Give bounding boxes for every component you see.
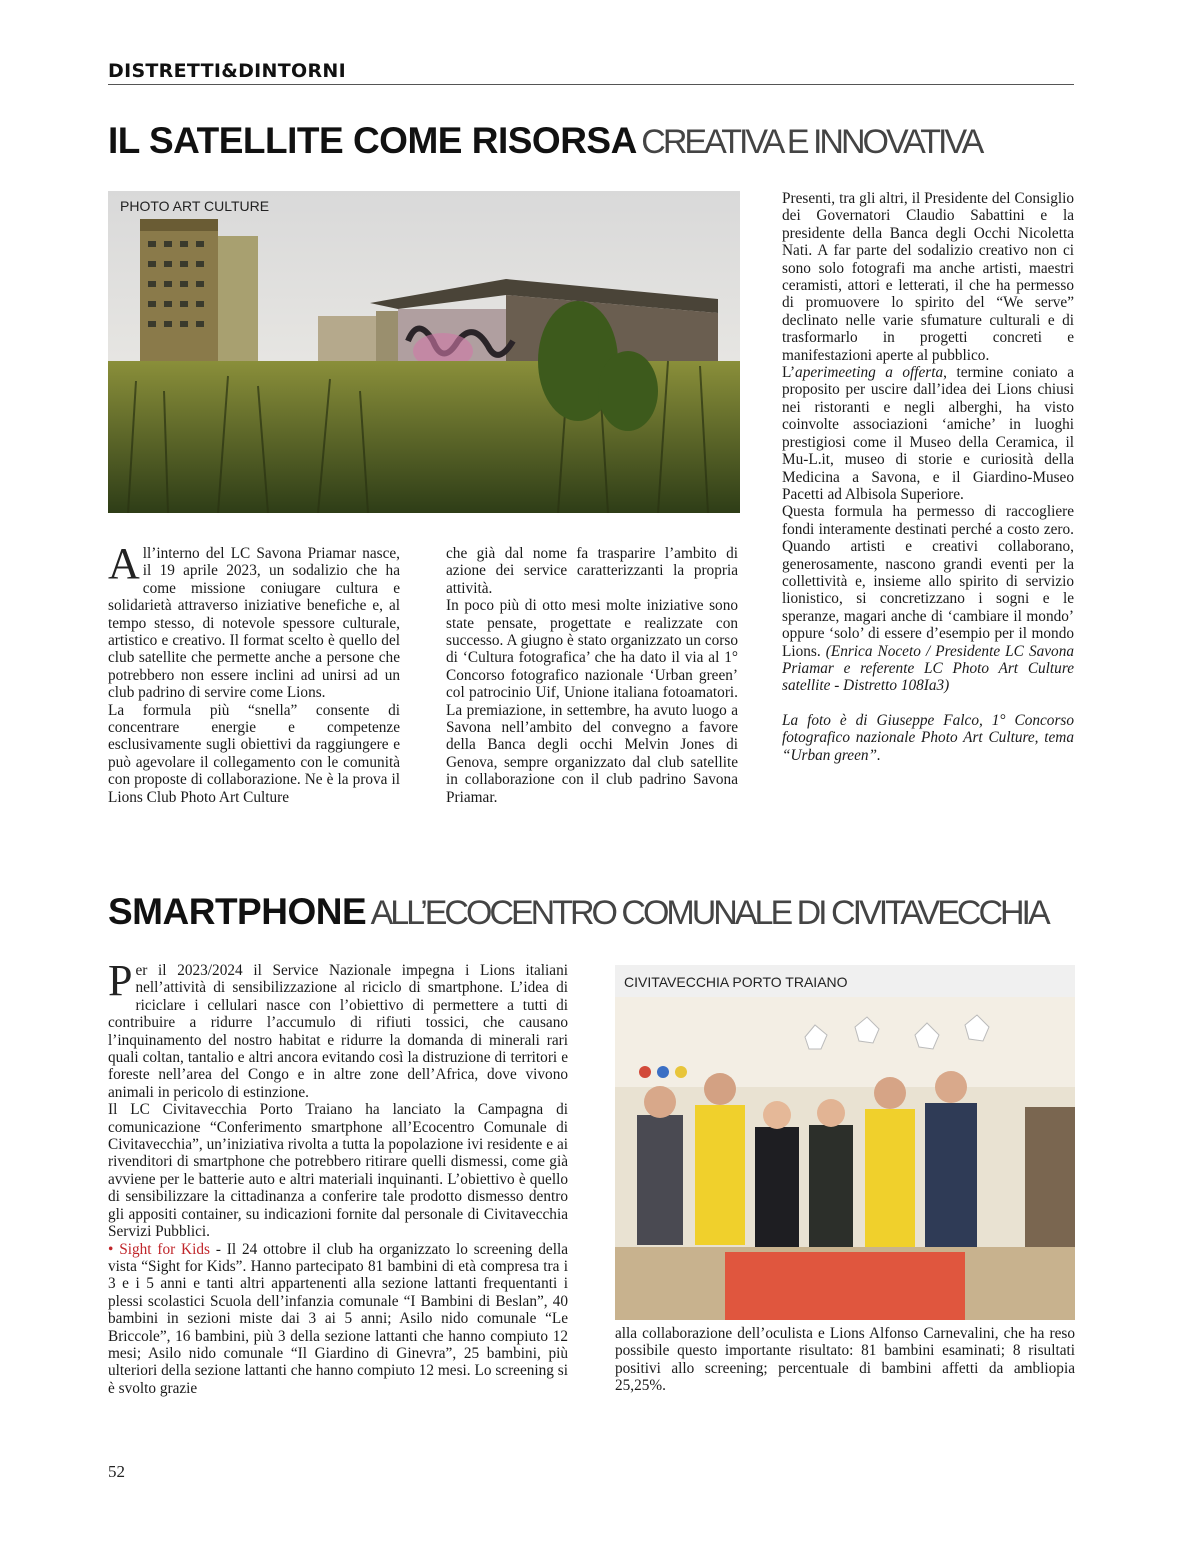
- article-2-photo-caption: CIVITAVECCHIA PORTO TRAIANO: [624, 974, 848, 990]
- section-label: DISTRETTI&DINTORNI: [108, 60, 346, 82]
- article-2-photo: [615, 965, 1075, 1320]
- article-1-photo-credit: La foto è di Giuseppe Falco, 1° Concorso fotografico nazionale Photo Art Culture, tema “Urban green”.: [782, 711, 1074, 764]
- article-2-dropcap: P: [108, 956, 133, 1005]
- article-2-paragraph-1: er il 2023/2024 il Service Nazionale impegna i Lions italiani nell’attività di sensibilizzazione al riciclo di smartphone. L’idea di riciclare i cellulari nasce con l’obiettivo di permettere a tutti di contribuire a ridurre l’accumulo di rifiuti tossici, che causano l’inquinamento del nostro habitat e ridurre la domanda di minerali rari quali coltan, tantalio e altri ancora evitando così la distruzione di territori e foreste nell’area del Congo e in altre zone dell’Africa, dove vivono animali in pericolo di estinzione.: [108, 962, 568, 1101]
- article-1-col2-paragraph-2: In poco più di otto mesi molte iniziative sono state pensate, progettate e realizzate con successo. A giugno è stato organizzato un corso di ‘Cultura fotografica’ che ha dato il via al 1° Concorso fotografico nazionale ‘Urban green’ col patrocinio Uif, Unione italiana fotoamatori. La premiazione, in settembre, ha avuto luogo a Savona nell’ambito del convegno a favore della Banca degli occhi Melvin Jones di Genova, sempre organizzato dal club satellite in collaborazione con il club padrino Savona Priamar.: [446, 597, 738, 806]
- article-2-title-bold: SMARTPHONE: [108, 891, 367, 932]
- article-1-title-bold: IL SATELLITE COME RISORSA: [108, 120, 637, 161]
- article-1-title-light: CREATIVA E INNOVATIVA: [641, 123, 982, 161]
- article-1-col2-paragraph-1: che già dal nome fa trasparire l’ambito di azione dei service caratterizzanti la propria attività.: [446, 545, 738, 597]
- article-1-col3-paragraph-2: L’aperimeeting a offerta, termine coniato a proposito per uscire dall’idea dei Lions chiusi nei ristoranti e negli alberghi, ha visto coinvolte associazioni ‘amiche’ in luoghi prestigiosi come il Museo della Ceramica, il Mu-L.it, museo di storie e curiosità della Medicina a Savona, e il Giardino-Museo Pacetti ad Albisola Superiore.: [782, 364, 1074, 503]
- graffiti-building-image: [108, 191, 740, 513]
- article-1-author-signature: (Enrica Noceto / Presidente LC Savona Priamar e referente LC Photo Art Culture satellite - Distretto 108Ia3): [782, 642, 1074, 695]
- sight-for-kids-label: • Sight for Kids: [108, 1240, 210, 1258]
- group-photo-image: [615, 997, 1075, 1320]
- article-1-headline: [108, 122, 981, 159]
- article-1-photo: [108, 191, 740, 513]
- article-2-headline: [108, 893, 1048, 930]
- article-1-column-1: [108, 539, 400, 806]
- article-2-paragraph-3: • Sight for Kids - Il 24 ottobre il club ha organizzato lo screening della vista “Sight for Kids”. Hanno partecipato 81 bambini di età compresa tra i 3 e i 5 anni e tanti altri appartenenti alla sezione lattanti frequentanti i plessi scolastici Scuola dell’infanzia comunale “I Bambini di Beslan”, 40 bambini in sezioni miste dai 3 ai 5 anni; Asilo nido comunale “Le Briccole”, 16 bambini, più 3 della sezione lattanti che hanno compiuto 12 mesi; Asilo nido comunale “Il Giardino di Ginevra”, 25 bambini, più ulteriori della sezione lattanti che hanno compiuto 12 mesi. Lo screening si è svolto grazie: [108, 1240, 568, 1397]
- article-2-right-paragraph: alla collaborazione dell’oculista e Lions Alfonso Carnevalini, che ha reso possibile questo importante risultato: 81 bambini esaminati; 8 risultati positivi allo screening; percentuale di bambini affetti da ambliopia 25,25%.: [615, 1325, 1075, 1395]
- article-1-dropcap: A: [108, 539, 140, 588]
- article-1-column-3: [782, 190, 1074, 764]
- article-2-paragraph-2: Il LC Civitavecchia Porto Traiano ha lanciato la Campagna di comunicazione “Conferimento smartphone all’Ecocentro Comunale di Civitavecchia”, un’iniziativa rivolta a tutta la popolazione ivi residente e ai rivenditori di smartphone che potrebbero ritirare quelli dismessi, come già avviene per le batterie auto e altri materiali inquinanti. L’obiettivo è quello di sensibilizzare la cittadinanza a conferire tale prodotto dismesso dentro gli appositi container, su indicazioni fornite dal personale di Civitavecchia Servizi Pubblici.: [108, 1101, 568, 1241]
- article-1-col3-paragraph-1: Presenti, tra gli altri, il Presidente del Consiglio dei Governatori Claudio Sabattini e la presidente della Banca degli Occhi Nicoletta Nati. A far parte del sodalizio creativo non ci sono solo fotografi ma anche artisti, maestri ceramisti, attori e letterati, il che ha permesso di promuovere lo spirito del “We serve” declinato nelle varie sfumature culturali e di trasformarlo in progetti concreti e manifestazioni aperte al pubblico.: [782, 190, 1074, 364]
- article-2-main-column: [108, 956, 568, 1397]
- article-1-photo-caption: PHOTO ART CULTURE: [120, 198, 270, 214]
- header-rule: [108, 84, 1074, 85]
- article-1-col3-paragraph-3: Questa formula ha permesso di raccogliere fondi interamente destinati perché a costo zero. Quando artisti e creativi collaborano, generosamente, nascono grandi eventi per la collettività e, insieme allo spirito di servizio lionistico, si concretizzano i sogni e le speranze, magari anche di ‘cambiare il mondo’ oppure ‘solo’ di essere d’esempio per il mondo Lions. (Enrica Noceto / Presidente LC Savona Priamar e referente LC Photo Art Culture satellite - Distretto 108Ia3): [782, 503, 1074, 695]
- page-number: 52: [108, 1462, 125, 1481]
- article-1-col1-paragraph-2: La formula più “snella” consente di concentrare energie e competenze esclusivamente sugli obiettivi da raggiungere e può agevolare il collegamento con le comunità con proposte di collaborazione. Ne è la prova il Lions Club Photo Art Culture: [108, 701, 400, 806]
- article-2-right-column: [615, 1325, 1075, 1395]
- article-1-col1-paragraph-1: ll’interno del LC Savona Priamar nasce, il 19 aprile 2023, un sodalizio che ha come missione coniugare cultura e solidarietà attraverso iniziative benefiche e, al tempo stesso, di notevole spessore culturale, artistico e creativo. Il format scelto è quello del club satellite che permette anche a persone che potrebbero non essere inclini ad unirsi ad un club padrino di servire come Lions.: [108, 545, 400, 702]
- article-1-column-2: [446, 545, 738, 806]
- article-2-title-light: ALL’ECOCENTRO COMUNALE DI CIVITAVECCHIA: [370, 894, 1048, 932]
